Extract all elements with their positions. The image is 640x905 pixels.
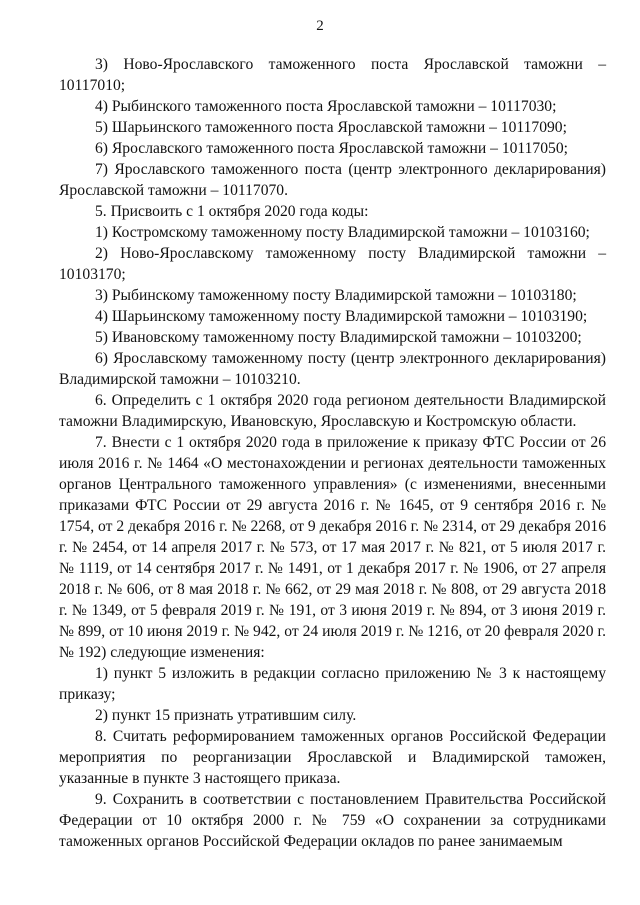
paragraph: 3) Рыбинскому таможенному посту Владимирской таможни – 10103180; [95,287,577,304]
paragraph: 1) Костромскому таможенному посту Владимирской таможни – 10103160; [95,224,590,241]
paragraph: 4) Шарьинскому таможенному посту Владимирской таможни – 10103190; [95,308,588,325]
paragraph: 5. Присвоить с 1 октября 2020 года коды: [95,203,369,220]
paragraph: 5) Ивановскому таможенному посту Владимирской таможни – 10103200; [95,329,582,346]
paragraph: 9. Сохранить в соответствии с постановлением Правительства Российской Федерации от 10 октября 2000 г. № 759 «О сохранении за сотрудниками таможенных органов Российской Федерации окладов по ранее занимаемым [59,791,606,850]
paragraph: 8. Считать реформированием таможенных органов Российской Федерации мероприятия по реорганизации Ярославской и Владимирской таможен, указанные в пункте 3 настоящего приказа. [59,728,606,787]
paragraph: 7) Ярославского таможенного поста (центр электронного декларирования) Ярославской таможни – 10117070. [59,161,606,199]
paragraph: 6) Ярославскому таможенному посту (центр электронного декларирования) Владимирской таможни – 10103210. [59,350,606,388]
page-number: 2 [316,18,324,34]
paragraph: 6. Определить с 1 октября 2020 года регионом деятельности Владимирской таможни Владимирскую, Ивановскую, Ярославскую и Костромскую области. [59,392,606,430]
paragraph: 6) Ярославского таможенного поста Ярославской таможни – 10117050; [95,140,568,157]
paragraph: 3) Ново-Ярославского таможенного поста Ярославской таможни – 10117010; [59,56,606,94]
paragraph: 1) пункт 5 изложить в редакции согласно приложению № 3 к настоящему приказу; [59,665,606,703]
paragraph: 5) Шарьинского таможенного поста Ярославской таможни – 10117090; [95,119,567,136]
paragraph: 2) пункт 15 признать утратившим силу. [95,707,357,724]
paragraph: 4) Рыбинского таможенного поста Ярославской таможни – 10117030; [95,98,557,115]
document-body [59,54,606,852]
paragraph: 7. Внести с 1 октября 2020 года в приложение к приказу ФТС России от 26 июля 2016 г. № 1464 «О местонахождении и регионах деятельности таможенных органов Центрального таможенного управления» (с изменениями, внесенными приказами ФТС России от 29 августа 2016 г. № 1645, от 9 сентября 2016 г. № 1754, от 2 декабря 2016 г. № 2268, от 9 декабря 2016 г. № 2314, от 29 декабря 2016 г. № 2454, от 14 апреля 2017 г. № 573, от 17 мая 2017 г. № 821, от 5 июля 2017 г. № 1119, от 14 сентября 2017 г. № 1491, от 1 декабря 2017 г. № 1906, от 27 апреля 2018 г. № 606, от 8 мая 2018 г. № 662, от 29 мая 2018 г. № 808, от 29 августа 2018 г. № 1349, от 5 февраля 2019 г. № 191, от 3 июня 2019 г. № 894, от 3 июня 2019 г. № 899, от 10 июня 2019 г. № 942, от 24 июля 2019 г. № 1216, от 20 февраля 2020 г. № 192) следующие изменения: [59,434,606,661]
paragraph: 2) Ново-Ярославскому таможенному посту Владимирской таможни – 10103170; [59,245,606,283]
